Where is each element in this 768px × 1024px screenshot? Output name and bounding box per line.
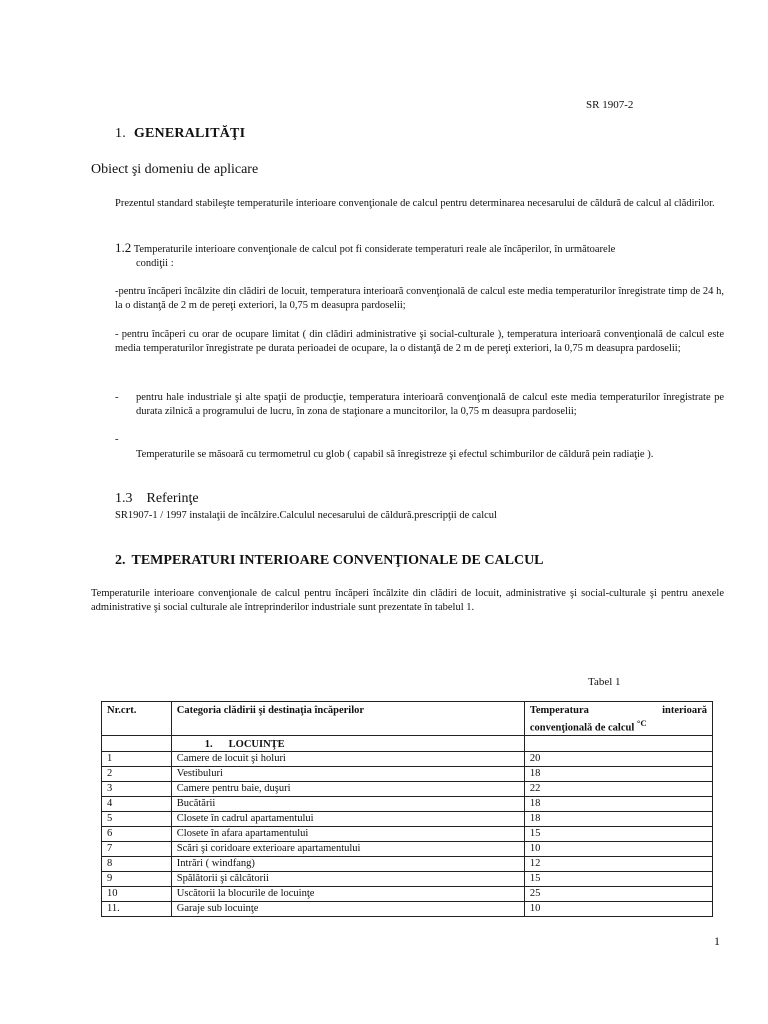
section-1-3-heading [115,491,199,507]
table-row [102,856,713,871]
row-temp: 18 [524,811,712,826]
section-2-intro: Temperaturile interioare convenţionale de calcul pentru încăperi încălzite din clădiri de locuit, administrative şi social-culturale şi pentru anexele administrative şi social culturale ale întreprinderilor industriale sunt prezentate în tabelul 1. [91,588,724,613]
measurement-paragraph [115,448,724,462]
row-name: Closete în cadrul apartamentului [171,811,524,826]
row-nr: 5 [102,811,172,826]
row-nr: 10 [102,886,172,901]
bullet-industrial [115,391,724,419]
row-temp: 15 [524,871,712,886]
row-temp: 10 [524,901,712,916]
category-number: 1. [204,738,213,750]
section-1-3-title: Referinţe [146,491,199,506]
table-cell [102,735,172,751]
table-label: Tabel 1 [588,676,621,688]
row-temp: 22 [524,781,712,796]
standard-code: SR 1907-2 [586,99,634,111]
temperature-table [101,701,713,917]
header-temperature-c: convenţională de calcul [529,722,635,734]
section-1-number: 1. [115,126,126,141]
category-label [177,738,519,751]
row-temp: 25 [524,886,712,901]
paragraph-1-2-continuation: condiţii : [136,258,174,269]
row-temp: 18 [524,796,712,811]
row-temp: 15 [524,826,712,841]
table-cell [524,735,712,751]
table-row [102,796,713,811]
measurement-text: Temperaturile se măsoară cu termometrul cu glob ( capabil să înregistreze şi efectul schimburilor de căldură pein radiaţie ). [136,449,654,460]
row-nr: 8 [102,856,172,871]
row-nr: 3 [102,781,172,796]
table-row [102,751,713,766]
table-header-row [102,702,713,736]
row-temp: 10 [524,841,712,856]
row-nr: 2 [102,766,172,781]
table-row [102,871,713,886]
row-temp: 18 [524,766,712,781]
row-temp: 12 [524,856,712,871]
header-temperature-a: Temperatura [529,705,589,716]
section-2-heading [115,553,544,569]
row-name: Vestibuluri [171,766,524,781]
row-nr: 11. [102,901,172,916]
bullet-industrial-text: pentru hale industriale şi alte spaţii de producţie, temperatura interioară convenţională de calcul este media temperaturilor înregistrate pe durata zilnică a programului de lucru, în zona de staţionare a muncitorilor, la 0,75 m deasupra pardoselii; [136,392,724,417]
section-1-heading [115,126,245,142]
paragraph-1-2-text: Temperaturile interioare convenţionale de calcul pot fi considerate temperaturi reale ale încăperilor, în următoarele [133,244,616,255]
section-2-title: TEMPERATURI INTERIOARE CONVENŢIONALE DE CALCUL [131,553,544,568]
section-1-3-number: 1.3 [115,491,133,506]
row-nr: 4 [102,796,172,811]
row-name: Camere pentru baie, duşuri [171,781,524,796]
header-temperature-unit: °C [636,718,647,728]
table-row [102,841,713,856]
bullet-dash: - [115,392,119,403]
row-name: Spălătorii şi călcătorii [171,871,524,886]
table-cell [171,735,524,751]
reference-line: SR1907-1 / 1997 instalaţii de încălzire.Calculul necesarului de căldură.prescripţii de calcul [115,510,497,521]
table-row [102,901,713,916]
intro-paragraph: Prezentul standard stabileşte temperaturile interioare convenţionale de calcul pentru determinarea necesarului de căldură de calcul al clădirilor. [115,198,715,209]
header-nr: Nr.crt. [102,702,172,736]
table-row [102,886,713,901]
row-name: Intrări ( windfang) [171,856,524,871]
row-name: Uscătorii la blocurile de locuinţe [171,886,524,901]
row-name: Closete în afara apartamentului [171,826,524,841]
row-name: Bucătării [171,796,524,811]
page-number: 1 [714,934,720,948]
category-row [102,735,713,751]
row-temp: 20 [524,751,712,766]
row-name: Scări şi coridoare exterioare apartamentului [171,841,524,856]
row-name: Garaje sub locuinţe [171,901,524,916]
bullet-dash: - [115,434,119,445]
paragraph-1-2-number: 1.2 [115,240,132,255]
table-row [102,826,713,841]
table-row [102,811,713,826]
paragraph-1-2 [115,241,724,271]
row-nr: 1 [102,751,172,766]
row-nr: 9 [102,871,172,886]
table-row [102,781,713,796]
bullet-limited-occupancy: - pentru încăperi cu orar de ocupare limitat ( din clădiri administrative şi social-culturale ), temperatura interioară convenţională de calcul este media temperaturilor înregistrate pe durata perioadei de ocupare, la o distanţă de 2 m de pereţi exteriori, la 0,75 m deasupra pardoselii; [115,329,724,354]
row-nr: 6 [102,826,172,841]
row-name: Camere de locuit şi holuri [171,751,524,766]
header-temperature [524,702,712,736]
section-1-title: GENERALITĂŢI [133,126,246,141]
header-temperature-b: interioară [662,705,707,716]
category-name: LOCUINŢE [228,738,285,750]
header-category: Categoria clădirii şi destinaţia încăperilor [171,702,524,736]
section-2-number: 2. [115,553,126,568]
row-nr: 7 [102,841,172,856]
table-row [102,766,713,781]
scope-subtitle: Obiect şi domeniu de aplicare [91,162,259,177]
bullet-residential: -pentru încăperi încălzite din clădiri de locuit, temperatura interioară convenţională de calcul este media temperaturilor înregistrate timp de 24 h, la o distanţă de 2 m de pereţi exteriori, la 0,75 m deasupra pardoselii; [115,286,724,311]
